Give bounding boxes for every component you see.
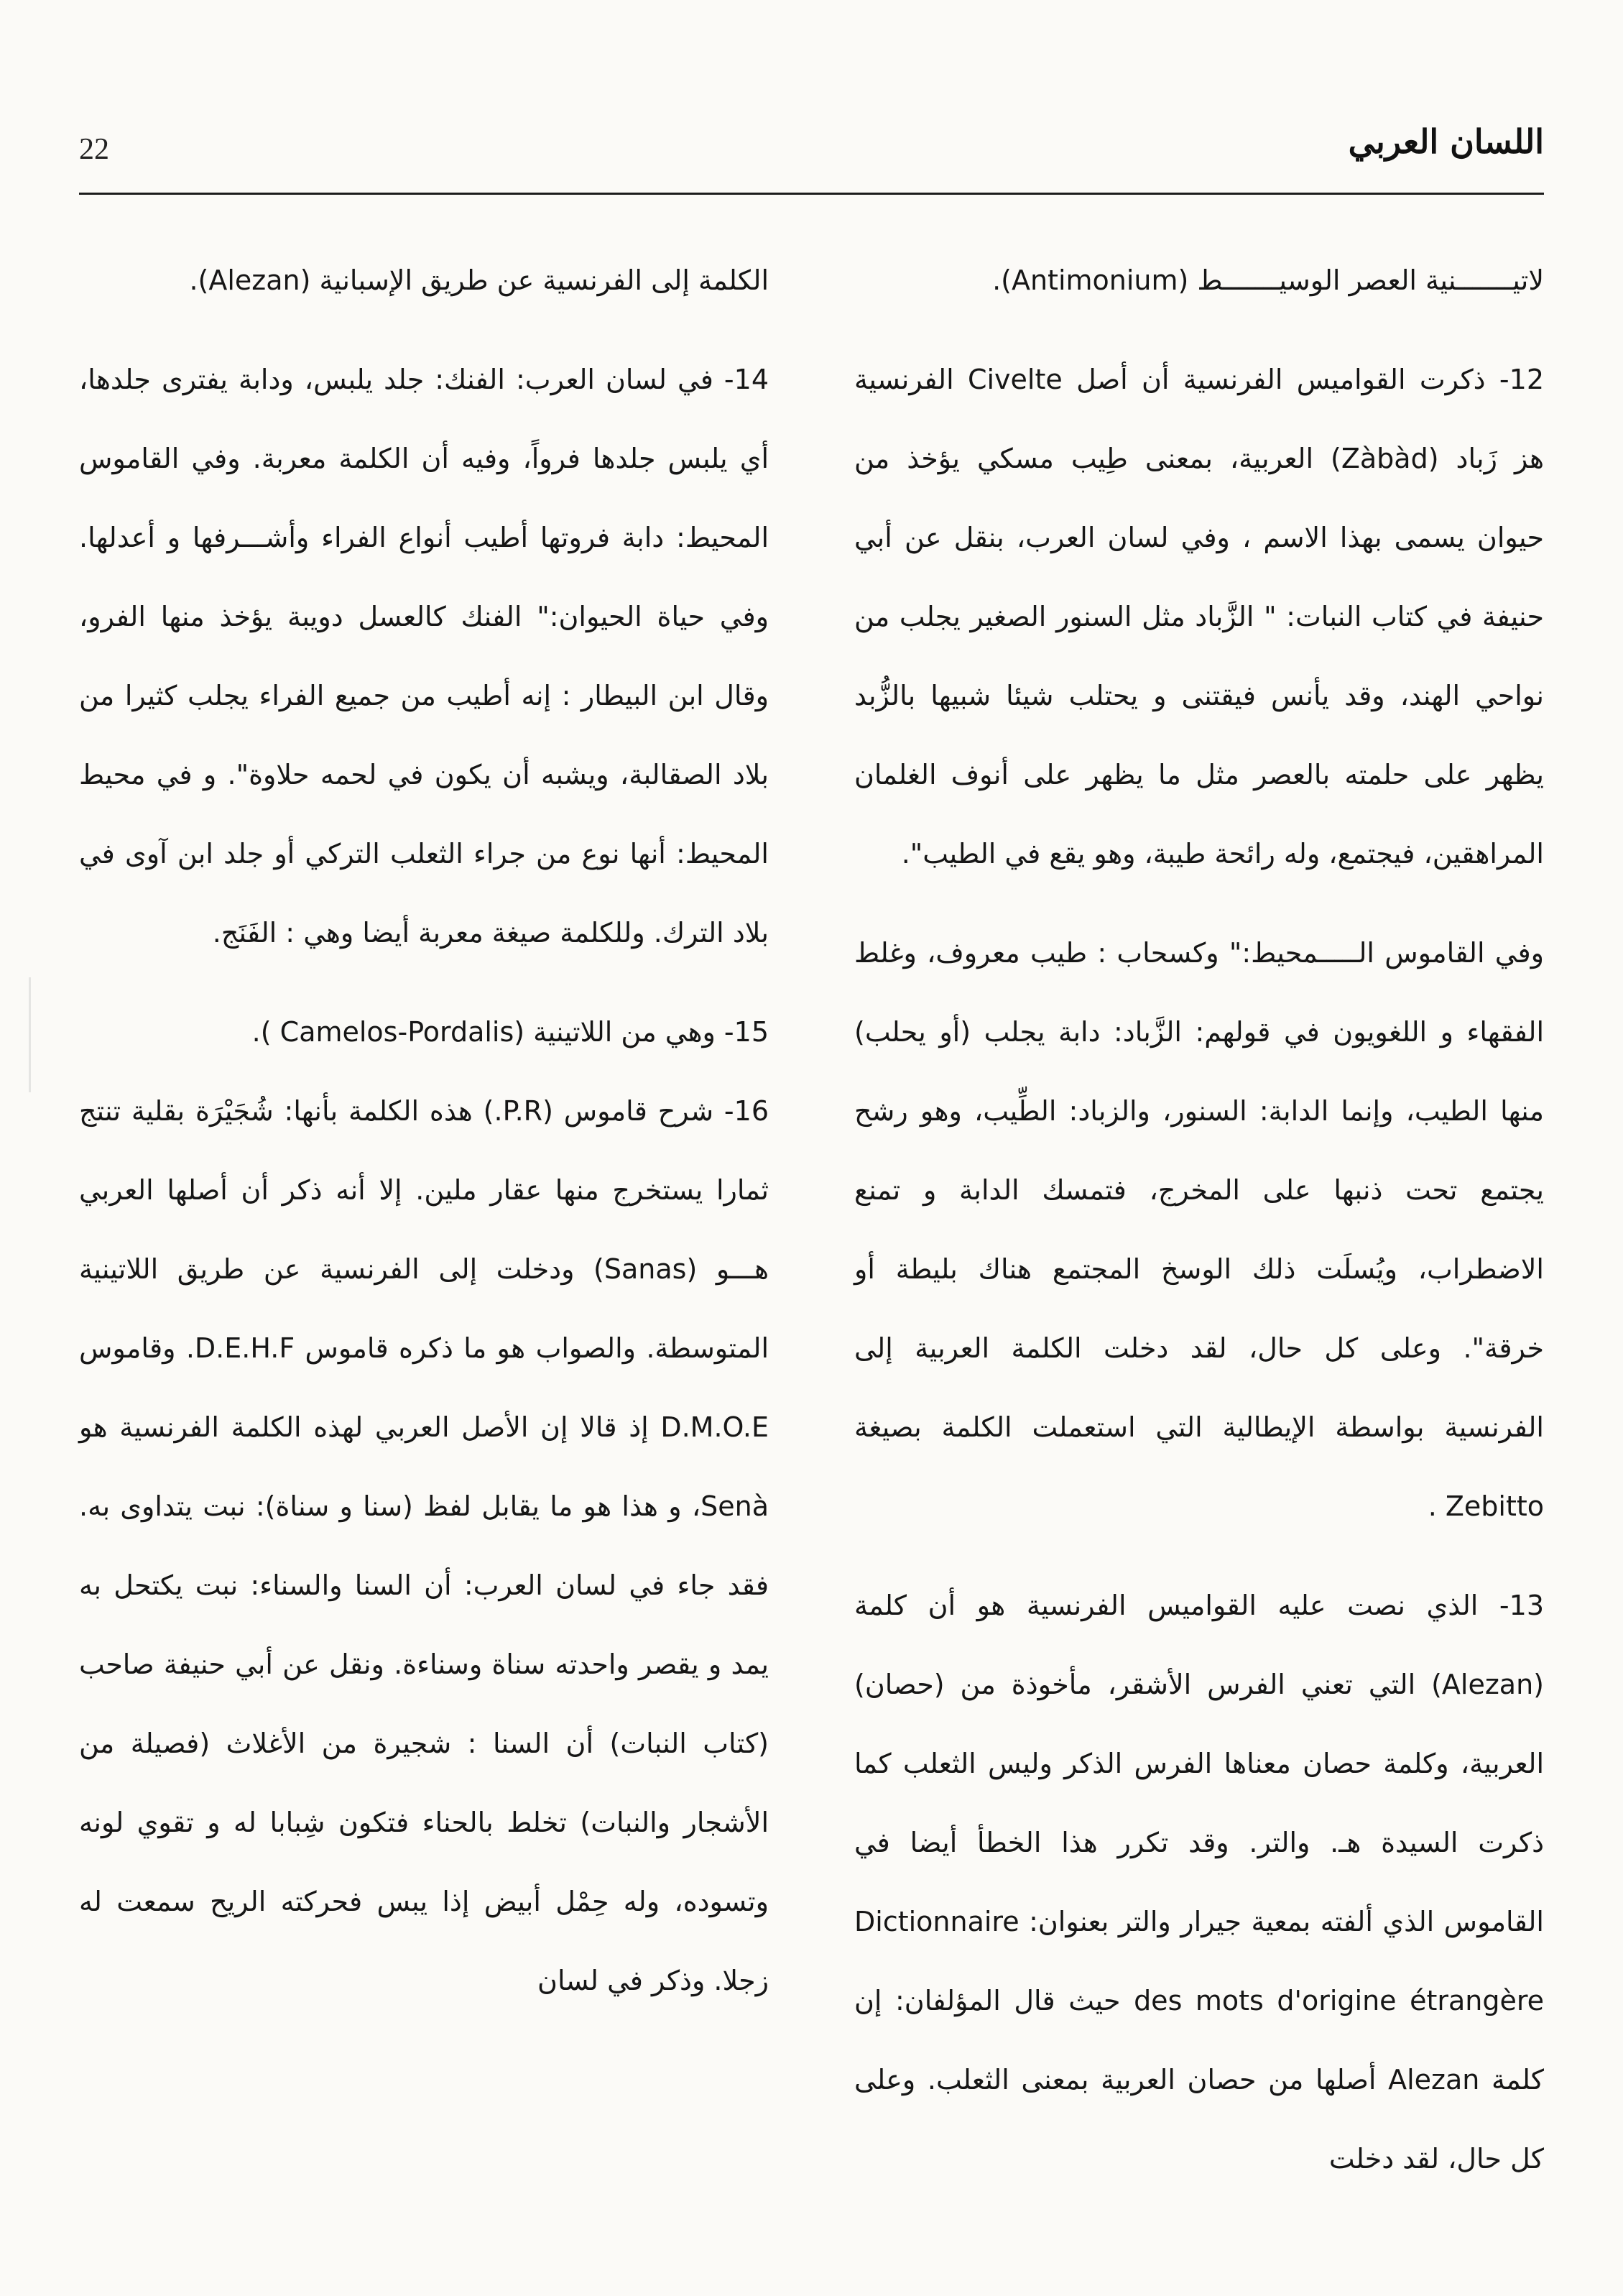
paragraph-12: 12- ذكرت القواميس الفرنسية أن أصل Civelte الفرنسية هز زَباد (Zàbàd) العربية، بمعنى طِيب مسكي يؤخذ من حيوان يسمى بهذا الاسم ، وفي لسان العرب، بنقل عن أبي حنيفة في كتاب النبات: " الزَّباد مثل السنور الصغير يجلب من نواحي الهند، وقد يأنس فيقتنى و يحتلب شيئا شبيها بالزُّبد يظهر على حلمته بالعصر مثل ما يظهر على أنوف الغلمان المراهقين، فيجتمع، وله رائحة طيبة، وهو يقع في الطيب". <box>854 364 1544 870</box>
scan-mark <box>29 977 31 1092</box>
right-column <box>854 241 1544 2198</box>
left-column <box>79 241 769 2020</box>
paragraph-14: 14- في لسان العرب: الفنك: جلد يلبس، ودابة يفترى جلدها، أي يلبس جلدها فرواً، وفيه أن الكلمة معربة. وفي القاموس المحيط: دابة فروتها أطيب أنواع الفراء وأشـــرفها و أعدلها. وفي حياة الحيوان:" الفنك كالعسل دويبة يؤخذ منها الفرو، وقال ابن البيطار : إنه أطيب من جميع الفراء يجلب كثيرا من بلاد الصقالبة، ويشبه أن يكون في لحمه حلاوة". و في محيط المحيط: أنها نوع من جراء الثعلب التركي أو جلد ابن آوى في بلاد الترك. وللكلمة صيغة معربة أيضا وهي : الفَنَج. <box>79 364 769 949</box>
page-number: 22 <box>79 133 109 166</box>
page-header <box>79 122 1544 194</box>
paragraph-13: 13- الذي نصت عليه القواميس الفرنسية هو أن كلمة (Alezan) التي تعني الفرس الأشقر، مأخوذة من (حصان) العربية، وكلمة حصان معناها الفرس الذكر وليس الثعلب كما ذكرت السيدة هـ. والتر. وقد تكرر هذا الخطأ أيضا في القاموس الذي ألفته بمعية جيرار والتر بعنوان: Dictionnaire des mots d'origine étrangère حيث قال المؤلفان: إن كلمة Alezan أصلها من حصان العربية بمعنى الثعلب. وعلى كل حال، لقد دخلت <box>854 1590 1545 2175</box>
paragraph-15: 15- وهي من اللاتينية (Camelos-Pordalis ). <box>251 1016 769 1048</box>
paragraph-16: 16- شرح قاموس (P.R.) هذه الكلمة بأنها: شُجَيْرَة بقلية تنتج ثمارا يستخرج منها عقار ملين. إلا أنه ذكر أن أصلها العربي هـــو (Sanas) ودخلت إلى الفرنسية عن طريق اللاتينية المتوسطة. والصواب هو ما ذكره قاموس D.E.H.F. وقاموس D.M.O.E إذ قالا إن الأصل العربي لهذه الكلمة الفرنسية هو Senà، و هذا هو ما يقابل لفظ (سنا و سناة): نبت يتداوى به. فقد جاء في لسان العرب: أن السنا والسناء: نبت يكتحل به يمد و يقصر واحدته سناة وسناءة. ونقل عن أبي حنيفة صاحب (كتاب النبات) أن السنا : شجيرة من الأغلاث (فصيلة من الأشجار والنبات) تخلط بالحناء فتكون شِبابا له و تقوي لونه وتسوده، وله حِمْل أبيض إذا يبس فحركته الريح سمعت له زجلا. وذكر في لسان <box>79 1095 769 1996</box>
paragraph-alezan-cont: الكلمة إلى الفرنسية عن طريق الإسبانية (Alezan). <box>189 264 769 296</box>
header-rule <box>79 193 1544 195</box>
paragraph-qamus: وفي القاموس الـــــمحيط:" وكسحاب : طيب معروف، وغلط الفقهاء و اللغويون في قولهم: الزَّباد: دابة يجلب (أو يحلب) منها الطيب، وإنما الدابة: السنور، والزباد: الطِّيب، وهو رشح يجتمع تحت ذنبها على المخرج، فتمسك الدابة و تمنع الاضطراب، ويُسلَت ذلك الوسخ المجتمع هناك بليطة أو خرقة". وعلى كل حال، لقد دخلت الكلمة العربية إلى الفرنسية بواسطة الإيطالية التي استعملت الكلمة بصيغة Zebitto . <box>854 937 1544 1522</box>
paragraph-antimonium: لاتيـــــــنية العصر الوسيـــــــط (Antimonium). <box>992 264 1544 296</box>
journal-title: اللسان العربي <box>1348 122 1544 161</box>
